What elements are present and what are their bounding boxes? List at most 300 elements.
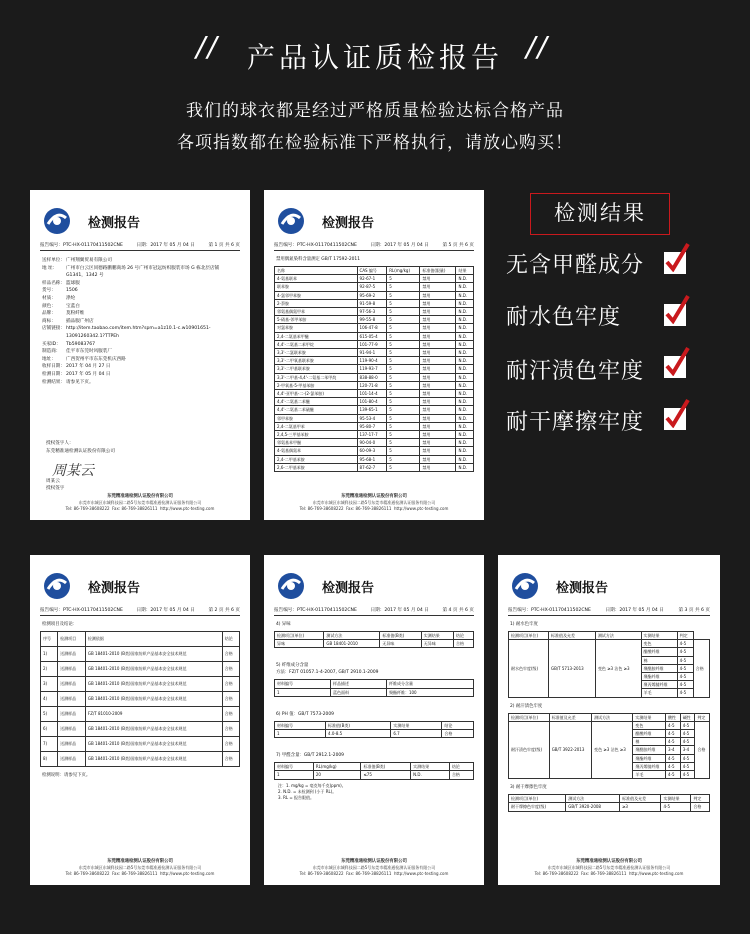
azo-heading: 禁用偶氮染料含量测定 GB/T 17592-2011 xyxy=(276,257,360,262)
table-cell: 95-69-2 xyxy=(357,291,387,299)
table-cell: 合格 xyxy=(449,771,473,779)
table-cell: 2,4,5-三甲基苯胺 xyxy=(275,431,358,439)
table-cell: 5 xyxy=(387,422,420,430)
info-key: 收样日期： xyxy=(42,364,65,370)
info-row xyxy=(42,303,238,311)
table-cell: 邻氨基苯甲醚 xyxy=(275,439,358,447)
table-cell: 禁用 xyxy=(420,299,456,307)
table-row xyxy=(275,365,474,373)
table-cell: 3,3'-二甲基联苯胺 xyxy=(275,365,358,373)
table-cell: 4-5 xyxy=(680,738,695,746)
report-title: 检测报告 xyxy=(322,581,375,596)
table-cell: 标准值及允差 xyxy=(548,632,595,640)
info-row xyxy=(42,287,238,295)
table-cell: GB 18401-2010 (B类)国家纺织产品基本安全技术规范 xyxy=(85,722,222,737)
table-cell: 合格 xyxy=(222,707,239,722)
info-key: 检测结果： xyxy=(42,379,65,385)
table-cell: 5 xyxy=(387,324,420,332)
table-cell: 4.0-8.5 xyxy=(326,730,391,738)
table-cell: 变色 ≥3 沾色 ≥3 xyxy=(592,721,633,778)
table-cell: 4-5 xyxy=(680,771,695,779)
report-title: 检测报告 xyxy=(322,216,375,231)
report-ref-line: 报告编号：PTC-HX-01170411502CNE 日期：2017 年 05 月 04 日 第 5 页 共 6 页 xyxy=(274,242,474,251)
table-cell: 样品描述 xyxy=(330,680,386,688)
result-item-dry-rub-fastness: 耐干摩擦牢度 xyxy=(506,410,645,435)
table-cell: 5-硝基-邻甲苯胺 xyxy=(275,316,358,324)
table-cell: 检测项目 xyxy=(58,632,86,647)
sample-info-list xyxy=(42,257,238,386)
table-row xyxy=(275,283,474,291)
table-cell: N.D. xyxy=(456,316,474,324)
info-row xyxy=(42,280,238,288)
table-cell: 4-5 xyxy=(677,664,693,672)
info-row xyxy=(42,318,238,326)
table-header xyxy=(509,713,710,721)
table-cell: 3,3'-二甲基-4,4'-二氨基二苯甲烷 xyxy=(275,373,358,381)
table-cell: 实测结果 xyxy=(411,763,450,771)
table-cell: 合格 xyxy=(222,647,239,662)
table-cell: 禁用 xyxy=(420,324,456,332)
title-left-slash: // xyxy=(196,30,219,63)
table-cell: 聚酯纤维：100 xyxy=(386,688,473,696)
ph-heading: 6) PH 值：GB/T 7573-2009 xyxy=(276,711,334,717)
table-cell: 聚酯纤维 xyxy=(633,754,666,762)
report-ref-line xyxy=(40,242,240,251)
table-cell: 3-4 xyxy=(680,746,695,754)
table-row xyxy=(509,721,710,729)
table-cell: 合格 xyxy=(222,677,239,692)
table-cell: 4,4'-二氨基二苯醚 xyxy=(275,398,358,406)
table-cell: 耐干摩擦色牢度(级) xyxy=(509,803,566,811)
table-row xyxy=(275,381,474,389)
table-cell: 4-氨基偶氮苯 xyxy=(275,447,358,455)
info-value: 涤纶 xyxy=(66,295,76,301)
signer-name: 周某云 xyxy=(46,479,60,484)
table-header xyxy=(275,763,474,771)
table-cell: 5 xyxy=(387,349,420,357)
table-cell: N.D. xyxy=(456,406,474,414)
table-cell: 测试方法 xyxy=(592,713,633,721)
table-cell: 禁用 xyxy=(420,447,456,455)
table-row xyxy=(275,357,474,365)
table-cell: 2,4-二氨基苯甲醚 xyxy=(275,332,358,340)
table-cell: N.D. xyxy=(456,349,474,357)
table-cell: 聚酰胺纤维 xyxy=(633,746,666,754)
table-cell: 测试方法 xyxy=(595,632,641,640)
table-cell: 禁用 xyxy=(420,455,456,463)
ptc-logo-icon xyxy=(42,571,72,601)
info-key: 货号： xyxy=(42,288,56,294)
table-cell: 106-47-8 xyxy=(357,324,387,332)
azo-dye-table xyxy=(274,266,474,472)
table-cell: 耐水色牢度(级) xyxy=(509,640,549,697)
table-cell: N.D. xyxy=(456,357,474,365)
table-cell: GB/T 3922-2013 xyxy=(549,721,591,778)
table-row xyxy=(275,406,474,414)
table-cell: 5 xyxy=(387,291,420,299)
table-cell: 4,4'-二氨基二苯硫醚 xyxy=(275,406,358,414)
table-cell: N.D. xyxy=(456,439,474,447)
table-cell: 2) xyxy=(41,662,58,677)
table-cell: 禁用 xyxy=(420,291,456,299)
report-footer: 东莞精准通检测认证股份有限公司 东莞市东城区东城科技园二路5号东莞市精准通检测认证服务有限公司 Tel: 86-769-38608222 Fax: 86-769-38826111 http://www.ptc-testing.com xyxy=(534,859,684,876)
checkmark-icon xyxy=(664,356,686,378)
table-cell: 结果 xyxy=(456,267,474,275)
conclusion-remark: 检测说明：请参见下页。 xyxy=(42,773,91,778)
table-header xyxy=(509,795,710,803)
table-cell: GB 18401-2010 (B类)国家纺织产品基本安全技术规范 xyxy=(85,647,222,662)
table-cell: 60-09-3 xyxy=(357,447,387,455)
report-date: 日期：2017 年 05 月 04 日 xyxy=(136,243,195,248)
table-cell: ≥3 xyxy=(620,803,661,811)
table-cell: 序号 xyxy=(41,632,58,647)
table-cell: 3-4 xyxy=(666,746,681,754)
table-cell: 5 xyxy=(387,373,420,381)
odor-heading: 4) 异味 xyxy=(276,622,291,627)
table-cell: 检测项目(单位) xyxy=(509,795,566,803)
table-cell: 检测项目(单位) xyxy=(509,632,549,640)
ptc-logo-icon xyxy=(42,206,72,236)
report-page-2[interactable] xyxy=(30,555,250,885)
info-key: 买家ID： xyxy=(42,341,61,347)
table-cell: 5 xyxy=(387,316,420,324)
table-row xyxy=(275,291,474,299)
table-cell: 材料编号 xyxy=(275,763,314,771)
table-row xyxy=(275,422,474,430)
info-value: 插品服广州店 xyxy=(66,318,94,324)
table-cell: 合格 xyxy=(222,692,239,707)
table-cell: 禁用 xyxy=(420,373,456,381)
table-cell: 5) xyxy=(41,707,58,722)
table-cell: 禁用 xyxy=(420,340,456,348)
table-cell: GB 18401-2010 (B类)国家纺织产品基本安全技术规范 xyxy=(85,737,222,752)
table-cell: 5 xyxy=(387,308,420,316)
report-ref-line: 报告编号：PTC-HX-01170411502CNE 日期：2017 年 05 月 04 日 第 4 页 共 6 页 xyxy=(274,607,474,616)
table-cell: 标准值(B类) xyxy=(326,721,391,729)
table-cell: 2-萘胺 xyxy=(275,299,358,307)
table-row xyxy=(275,349,474,357)
subtitle-line-2: 各项指数都在检验标准下严格执行，请放心购买！ xyxy=(177,133,573,153)
table-cell: 酸性 xyxy=(666,713,681,721)
result-item-formaldehyde: 无含甲醛成分 xyxy=(506,253,645,278)
fiber-heading: 5) 纤维成分含量 xyxy=(276,663,309,669)
table-cell: 5 xyxy=(387,463,420,471)
table-cell: 615-05-4 xyxy=(357,332,387,340)
info-row xyxy=(42,295,238,303)
table-cell: N.D. xyxy=(456,398,474,406)
title-right-slash: // xyxy=(526,30,549,63)
report-page-1[interactable] xyxy=(30,190,250,520)
table-cell: N.D. xyxy=(456,414,474,422)
table-cell: 醋酸纤维 xyxy=(633,730,666,738)
table-cell: 禁用 xyxy=(420,439,456,447)
handwritten-signature: 周某云 xyxy=(52,463,94,479)
table-cell: 标准值(B类) xyxy=(361,763,411,771)
conclusion-table xyxy=(40,631,240,767)
report-number: 报告编号：PTC-HX-01170411502CNE xyxy=(40,243,123,248)
table-cell: N.D. xyxy=(456,275,474,283)
table-cell: 耐汗渍色牢度(级) xyxy=(509,721,550,778)
table-cell: 139-65-1 xyxy=(357,406,387,414)
table-cell: 名称 xyxy=(275,267,358,275)
report-title: 检测报告 xyxy=(88,216,141,231)
table-cell: 实测结果 xyxy=(633,713,666,721)
table-cell: N.D. xyxy=(456,373,474,381)
results-title-box: 检测结果 xyxy=(530,193,670,235)
table-cell: 5 xyxy=(387,357,420,365)
info-key: 检测日期： xyxy=(42,371,65,377)
table-cell: 禁用 xyxy=(420,381,456,389)
table-cell: 禁用 xyxy=(420,349,456,357)
table-row xyxy=(41,647,240,662)
info-key: 颜色： xyxy=(42,303,56,309)
table-cell: GB 18401-2010 (B类)国家纺织产品基本安全技术规范 xyxy=(85,692,222,707)
table-cell: 4-5 xyxy=(680,730,695,738)
table-cell: GB 18401-2010 (B类)国家纺织产品基本安全技术规范 xyxy=(85,752,222,767)
table-row xyxy=(509,640,710,648)
info-value: 2017 年 05 月 04 日 xyxy=(66,371,111,377)
table-cell: 对氯苯胺 xyxy=(275,324,358,332)
ptc-logo-icon xyxy=(276,206,306,236)
table-cell: 合格 xyxy=(442,730,474,738)
table-row xyxy=(275,431,474,439)
table-header xyxy=(275,721,474,729)
table-cell: 检测依据 xyxy=(85,632,222,647)
table-cell: N.D. xyxy=(456,447,474,455)
signer-title: 授权签字 xyxy=(46,486,65,491)
info-value: 宝蓝白 xyxy=(66,303,80,309)
info-row xyxy=(42,348,238,356)
info-row xyxy=(42,379,238,387)
report-page-number: 第 1 页 共 6 页 xyxy=(208,243,240,248)
table-cell: 4-5 xyxy=(677,656,693,664)
table-cell: 禁用 xyxy=(420,332,456,340)
table-cell: 5 xyxy=(387,398,420,406)
table-cell: 送测样品 xyxy=(58,662,86,677)
table-cell: N.D. xyxy=(456,390,474,398)
result-item-sweat-fastness: 耐汗渍色牢度 xyxy=(506,359,645,384)
table-cell: 3) xyxy=(41,677,58,692)
table-cell: 5 xyxy=(387,365,420,373)
dry-rub-table xyxy=(508,794,710,811)
table-cell: 95-53-4 xyxy=(357,414,387,422)
report-footer: 东莞精准通检测认证股份有限公司 东莞市东城区东城科技园二路5号东莞市精准通检测认证服务有限公司 Tel: 86-769-38608222 Fax: 86-769-38826111 http://www.ptc-testing.com xyxy=(65,494,215,511)
table-cell: N.D. xyxy=(456,431,474,439)
notes xyxy=(278,783,470,801)
table-cell: 4-5 xyxy=(680,754,695,762)
table-cell: 标准值(B类) xyxy=(380,632,421,640)
table-cell: ≤75 xyxy=(361,771,411,779)
info-value: 2017 年 04 月 27 日 xyxy=(66,364,111,370)
table-cell: 实测结果 xyxy=(391,721,442,729)
table-cell: 标准值及允差 xyxy=(620,795,661,803)
table-cell: 变色 ≥3 沾色 ≥3 xyxy=(595,640,641,697)
table-cell: 95-68-1 xyxy=(357,455,387,463)
table-cell: 合格 xyxy=(222,752,239,767)
table-cell: 91-94-1 xyxy=(357,349,387,357)
report-page-5[interactable] xyxy=(264,190,484,520)
table-cell: 测试方法 xyxy=(324,632,380,640)
table-cell: 送测样品 xyxy=(58,677,86,692)
info-row xyxy=(42,325,238,340)
report-header xyxy=(274,567,474,603)
table-header xyxy=(275,267,474,275)
table-cell: 20 xyxy=(313,771,361,779)
table-cell: 120-71-8 xyxy=(357,381,387,389)
table-cell: 95-80-7 xyxy=(357,422,387,430)
info-value: http://item.taobao.com/item.htm?spm=a1z10.1-c.w10901651-13091260342.1?TTPEh xyxy=(66,326,211,339)
table-cell: 合格 xyxy=(453,640,473,648)
table-cell: 合格 xyxy=(695,721,710,778)
ptc-logo-icon xyxy=(276,571,306,601)
table-cell: 4-5 xyxy=(666,762,681,770)
water-fastness-table xyxy=(508,631,710,698)
table-row xyxy=(41,737,240,752)
table-cell: 5 xyxy=(387,275,420,283)
info-value: 篮球服 xyxy=(66,280,80,286)
table-cell: 羊毛 xyxy=(641,689,677,697)
table-cell: RL(mg/kg) xyxy=(313,763,361,771)
water-fastness-heading: 1) 耐水色牢度 xyxy=(510,622,538,627)
table-cell: 4-5 xyxy=(666,771,681,779)
table-cell: 禁用 xyxy=(420,275,456,283)
table-row xyxy=(275,455,474,463)
table-row xyxy=(275,414,474,422)
dry-rub-heading: 3) 耐干摩擦色牢度 xyxy=(510,785,547,791)
report-footer: 东莞精准通检测认证股份有限公司 东莞市东城区东城科技园二路5号东莞市精准通检测认证服务有限公司 Tel: 86-769-38608222 Fax: 86-769-38826111 http://www.ptc-testing.com xyxy=(65,859,215,876)
table-cell: 实测结果 xyxy=(641,632,677,640)
table-cell: 4-5 xyxy=(677,673,693,681)
table-cell: 禁用 xyxy=(420,283,456,291)
report-header xyxy=(508,567,710,603)
table-cell: GB/T 5713-2013 xyxy=(548,640,595,697)
note-line: 3. RL = 报告限值。 xyxy=(278,794,314,800)
table-cell: 判定 xyxy=(677,632,693,640)
table-cell: N.D. xyxy=(456,291,474,299)
table-cell: 棉 xyxy=(641,656,677,664)
table-cell: 禁用 xyxy=(420,414,456,422)
table-cell: 禁用 xyxy=(420,308,456,316)
table-cell: 合格 xyxy=(691,803,710,811)
report-title: 检测报告 xyxy=(88,581,141,596)
info-key: 材质： xyxy=(42,295,56,301)
table-cell: 异味 xyxy=(275,640,324,648)
table-cell: GB 18401-2010 xyxy=(324,640,380,648)
info-key: 制造商： xyxy=(42,349,61,355)
report-ref-line: 报告编号：PTC-HX-01170411502CNE 日期：2017 年 05 月 04 日 第 2 页 共 6 页 xyxy=(40,607,240,616)
table-cell: 棉 xyxy=(633,738,666,746)
table-row xyxy=(275,275,474,283)
table-cell: 101-14-4 xyxy=(357,390,387,398)
info-key: 品牌： xyxy=(42,311,56,317)
info-row xyxy=(42,257,238,265)
table-row xyxy=(275,316,474,324)
info-key: 商标： xyxy=(42,318,56,324)
table-cell: 5 xyxy=(387,406,420,414)
table-cell: 91-59-8 xyxy=(357,299,387,307)
table-row xyxy=(41,677,240,692)
table-cell: N.D. xyxy=(456,299,474,307)
table-cell: 4-氯邻甲苯胺 xyxy=(275,291,358,299)
table-cell: 4-5 xyxy=(677,689,693,697)
table-cell: N.D. xyxy=(411,771,450,779)
table-cell: 99-55-8 xyxy=(357,316,387,324)
table-cell: 纤维成分含量 xyxy=(386,680,473,688)
table-cell: 送测样品 xyxy=(58,692,86,707)
table-cell: N.D. xyxy=(456,283,474,291)
table-cell: 禁用 xyxy=(420,398,456,406)
table-cell: 送测样品 xyxy=(58,647,86,662)
table-cell: 禁用 xyxy=(420,365,456,373)
table-cell: 实测结果 xyxy=(661,795,691,803)
table-cell: 3,3'-二氯联苯胺 xyxy=(275,349,358,357)
table-cell: 送测样品 xyxy=(58,722,86,737)
table-cell: 邻氨基偶氮甲苯 xyxy=(275,308,358,316)
table-cell: 聚丙烯腈纤维 xyxy=(633,762,666,770)
table-cell: 送测样品 xyxy=(58,707,86,722)
table-cell: GB 18401-2010 (B类)国家纺织产品基本安全技术规范 xyxy=(85,662,222,677)
report-header xyxy=(274,202,474,238)
fiber-table xyxy=(274,679,474,696)
table-cell: 无异味 xyxy=(380,640,421,648)
table-cell: 结论 xyxy=(453,632,473,640)
table-cell: 5 xyxy=(387,455,420,463)
table-cell: 聚酯纤维 xyxy=(641,673,677,681)
table-cell: 6.7 xyxy=(391,730,442,738)
table-cell: 蓝色面料 xyxy=(330,688,386,696)
table-cell: 合格 xyxy=(222,662,239,677)
table-header xyxy=(509,632,710,640)
info-value: 广州市白云区同德路鹏鹏商场 26 号广州市冠远纺织服装市场 G 栋北层店铺 G1341，1342 号 xyxy=(66,265,220,279)
table-row xyxy=(509,803,710,811)
page-title: 产品认证质检报告 xyxy=(246,41,503,74)
table-cell: 5 xyxy=(387,447,420,455)
table-cell: CAS 编号 xyxy=(357,267,387,275)
report-title: 检测报告 xyxy=(556,581,609,596)
table-cell: 4) xyxy=(41,692,58,707)
table-cell: 4-5 xyxy=(677,681,693,689)
info-value: Tb59083767 xyxy=(66,341,96,347)
table-cell: 1 xyxy=(275,730,326,738)
table-cell: N.D. xyxy=(456,324,474,332)
table-cell: 137-17-7 xyxy=(357,431,387,439)
table-cell: 8) xyxy=(41,752,58,767)
table-cell: 变色 xyxy=(633,721,666,729)
info-row xyxy=(42,341,238,349)
report-header xyxy=(40,567,240,603)
table-header xyxy=(275,680,474,688)
formaldehyde-heading: 7) 甲醛含量：GB/T 2912.1-2009 xyxy=(276,753,344,759)
checkmark-icon xyxy=(664,408,686,430)
table-cell: 结论 xyxy=(222,632,239,647)
table-cell: 合格 xyxy=(222,722,239,737)
table-cell: 禁用 xyxy=(420,390,456,398)
report-page-3[interactable] xyxy=(498,555,720,885)
table-cell: 4-氨基联苯 xyxy=(275,275,358,283)
report-page-4[interactable] xyxy=(264,555,484,885)
table-row xyxy=(275,398,474,406)
table-cell: 2,4-二甲基苯胺 xyxy=(275,455,358,463)
table-cell: 6) xyxy=(41,722,58,737)
table-cell: 87-62-7 xyxy=(357,463,387,471)
table-cell: 联苯胺 xyxy=(275,283,358,291)
table-cell: 5 xyxy=(387,431,420,439)
table-cell: 标准值(限量) xyxy=(420,267,456,275)
table-cell: 测试方法 xyxy=(566,795,620,803)
table-cell: N.D. xyxy=(456,381,474,389)
info-row xyxy=(42,310,238,318)
result-item-water-fastness: 耐水色牢度 xyxy=(506,305,622,330)
